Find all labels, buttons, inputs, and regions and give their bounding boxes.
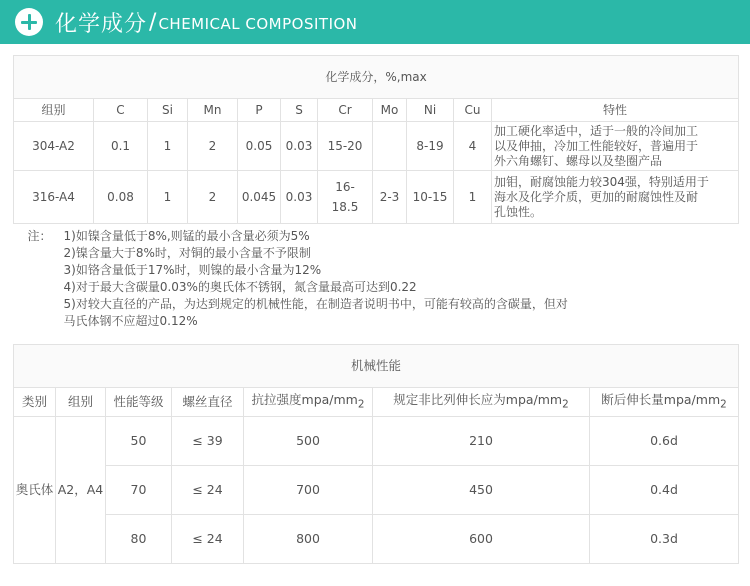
col-header (373, 388, 590, 417)
cell-s: 0.03 (281, 122, 318, 171)
header-text: 规定非比列伸长应为mpa/mm (393, 391, 563, 407)
col-header: 类别 (14, 388, 56, 417)
cr-line: 16- (335, 180, 355, 194)
cell-cr: 15-20 (318, 122, 373, 171)
property-line: 以及伸抽，冷加工性能较好，普遍用于 (494, 138, 699, 153)
col-header: Cu (454, 99, 492, 122)
cell-tensile: 500 (244, 417, 373, 466)
header-separator: / (149, 9, 157, 35)
col-header: Ni (407, 99, 454, 122)
cell-mo (373, 122, 407, 171)
property-line: 外六角螺钉、螺母以及垫圈产品 (494, 153, 663, 168)
cell-grade: 50 (106, 417, 172, 466)
cell-si: 1 (148, 122, 188, 171)
col-header: Mo (373, 99, 407, 122)
table-row (14, 417, 739, 466)
cell-group: A2，A4 (56, 417, 106, 564)
cell-cu: 1 (454, 171, 492, 224)
chem-table-title: 化学成分，%,max (14, 56, 739, 99)
col-header: Mn (188, 99, 238, 122)
notes-label: 注： (27, 229, 52, 243)
mechanical-properties-table (13, 344, 739, 564)
mech-header-row (14, 388, 739, 417)
cell-elongation: 0.4d (590, 466, 739, 515)
col-header: 特性 (492, 99, 739, 122)
table-row (14, 171, 739, 224)
chemical-composition-table (13, 55, 739, 334)
cell-mo: 2-3 (373, 171, 407, 224)
notes-block (14, 224, 739, 335)
unit-subscript: 2 (357, 398, 365, 411)
note-line: 1)如镍含量低于8%,则锰的最小含量必须为5% (63, 229, 310, 243)
cell-si: 1 (148, 171, 188, 224)
col-header: 螺丝直径 (172, 388, 244, 417)
table-row (14, 515, 739, 564)
cell-mn: 2 (188, 122, 238, 171)
col-header: 组别 (14, 99, 94, 122)
col-header: 组别 (56, 388, 106, 417)
unit-subscript: 2 (720, 398, 727, 411)
cell-elongation: 0.3d (590, 515, 739, 564)
chem-header-row (14, 99, 739, 122)
section-header (0, 0, 750, 44)
mech-table-title: 机械性能 (14, 345, 739, 388)
property-line: 加工硬化率适中，适于一般的冷间加工 (494, 123, 699, 138)
note-line: 马氏体钢不应超过0.12% (63, 314, 198, 328)
note-line: 3)如铬含量低于17%时，则镍的最小含量为12% (63, 263, 322, 277)
cell-p: 0.045 (238, 171, 281, 224)
cell-p: 0.05 (238, 122, 281, 171)
cell-category: 奥氏体 (14, 417, 56, 564)
cell-mn: 2 (188, 171, 238, 224)
property-line: 加钼，耐腐蚀能力较304强，特别适用于 (494, 174, 709, 189)
col-header: Cr (318, 99, 373, 122)
col-header (244, 388, 373, 417)
header-text: 断后伸长量mpa/mm (601, 391, 721, 407)
cell-tensile: 800 (244, 515, 373, 564)
cell-yield: 210 (373, 417, 590, 466)
cell-c: 0.1 (94, 122, 148, 171)
cell-ni: 8-19 (407, 122, 454, 171)
cell-elongation: 0.6d (590, 417, 739, 466)
cell-grade: 80 (106, 515, 172, 564)
cell-tensile: 700 (244, 466, 373, 515)
plus-icon (15, 8, 43, 36)
cell-c: 0.08 (94, 171, 148, 224)
cell-group: 304-A2 (14, 122, 94, 171)
cell-diameter: ≤ 39 (172, 417, 244, 466)
cell-ni: 10-15 (407, 171, 454, 224)
table-row (14, 122, 739, 171)
col-header (590, 388, 739, 417)
cell-diameter: ≤ 24 (172, 515, 244, 564)
table-row (14, 466, 739, 515)
note-line: 4)对于最大含碳量0.03%的奥氏体不锈钢，氮含量最高可达到0.22 (63, 280, 417, 294)
cell-cr (318, 171, 373, 224)
cell-yield: 600 (373, 515, 590, 564)
cell-group: 316-A4 (14, 171, 94, 224)
cr-line: 18.5 (331, 200, 359, 214)
property-line: 孔蚀性。 (494, 204, 543, 219)
cell-yield: 450 (373, 466, 590, 515)
header-text: 抗拉强度mpa/mm (251, 391, 358, 407)
note-line: 5)对较大直径的产品，为达到规定的机械性能，在制造者说明书中，可能有较高的含碳量，但对 (63, 297, 568, 311)
header-title-en: CHEMICAL COMPOSITION (158, 15, 358, 33)
cell-grade: 70 (106, 466, 172, 515)
header-title-cn: 化学成分 (55, 11, 148, 37)
unit-subscript: 2 (562, 398, 569, 411)
cell-diameter: ≤ 24 (172, 466, 244, 515)
col-header: C (94, 99, 148, 122)
cell-cu: 4 (454, 122, 492, 171)
cell-property (492, 122, 739, 171)
cell-s: 0.03 (281, 171, 318, 224)
col-header: S (281, 99, 318, 122)
col-header: P (238, 99, 281, 122)
property-line: 海水及化学介质，更加的耐腐蚀性及耐 (494, 189, 699, 204)
col-header: 性能等级 (106, 388, 172, 417)
note-line: 2)镍含量大于8%时，对铜的最小含量不予限制 (63, 246, 311, 260)
col-header: Si (148, 99, 188, 122)
cell-property (492, 171, 739, 224)
